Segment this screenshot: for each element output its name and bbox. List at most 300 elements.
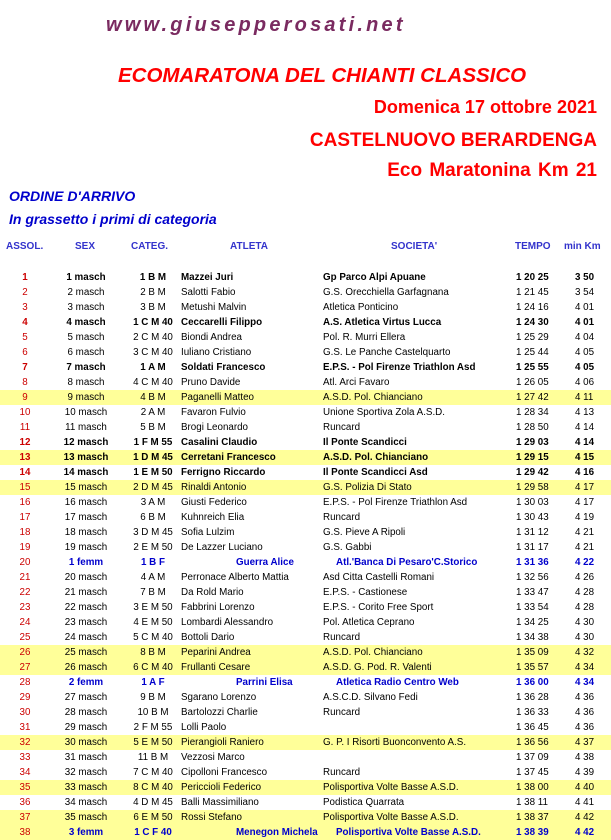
position-cell: 6 — [22, 347, 28, 358]
table-row — [0, 300, 611, 315]
time-cell: 1 31 36 — [516, 557, 549, 568]
athlete-cell: Pruno Davide — [181, 377, 241, 388]
pace-cell: 4 21 — [575, 527, 595, 538]
society-cell: Gp Parco Alpi Apuane — [323, 272, 426, 283]
table-row — [0, 525, 611, 540]
society-cell: Il Ponte Scandicci — [323, 437, 407, 448]
pace-cell: 4 16 — [575, 467, 595, 478]
athlete-cell: Casalini Claudio — [181, 437, 258, 448]
sex-rank-cell: 30 masch — [64, 737, 108, 748]
athlete-cell: Rossi Stefano — [181, 812, 242, 823]
category-cell: 6 C M 40 — [133, 662, 173, 673]
sex-rank-cell: 3 femm — [68, 827, 104, 838]
sex-rank-cell: 4 masch — [66, 317, 106, 328]
athlete-cell: Bartolozzi Charlie — [181, 707, 258, 718]
athlete-cell: Cipolloni Francesco — [181, 767, 268, 778]
category-cell: 3 C M 40 — [133, 347, 173, 358]
pace-cell: 4 34 — [575, 677, 595, 688]
table-row — [0, 375, 611, 390]
pace-cell: 4 13 — [575, 407, 595, 418]
pace-cell: 4 05 — [575, 347, 595, 358]
category-cell: 1 C M 40 — [133, 317, 173, 328]
sex-rank-cell: 32 masch — [64, 767, 108, 778]
category-cell: 3 D M 45 — [133, 527, 173, 538]
position-cell: 9 — [22, 392, 28, 403]
sex-rank-cell: 27 masch — [64, 692, 108, 703]
position-cell: 34 — [19, 767, 31, 778]
category-cell: 6 B M — [140, 512, 166, 523]
society-cell: Pol. R. Murri Ellera — [323, 332, 406, 343]
table-row — [0, 495, 611, 510]
time-cell: 1 35 57 — [516, 662, 549, 673]
athlete-cell: Perronace Alberto Mattia — [181, 572, 289, 583]
category-cell: 7 C M 40 — [133, 767, 173, 778]
society-cell: G.S. Gabbi — [323, 542, 372, 553]
athlete-cell: Lolli Paolo — [181, 722, 227, 733]
pace-cell: 4 17 — [575, 482, 595, 493]
athlete-cell: Metushi Malvin — [181, 302, 247, 313]
time-cell: 1 38 37 — [516, 812, 549, 823]
col-position: ASSOL. — [6, 241, 44, 252]
category-cell: 2 A M — [140, 407, 166, 418]
table-row — [0, 510, 611, 525]
position-cell: 13 — [19, 452, 31, 463]
time-cell: 1 33 47 — [516, 587, 549, 598]
position-cell: 18 — [19, 527, 31, 538]
time-cell: 1 38 00 — [516, 782, 549, 793]
athlete-cell: Kuhnreich Elia — [181, 512, 245, 523]
sex-rank-cell: 6 masch — [67, 347, 105, 358]
time-cell: 1 34 38 — [516, 632, 549, 643]
athlete-cell: Iuliano Cristiano — [181, 347, 252, 358]
pace-cell: 4 36 — [575, 692, 595, 703]
position-cell: 22 — [19, 587, 31, 598]
time-cell: 1 29 15 — [516, 452, 549, 463]
table-row — [0, 615, 611, 630]
athlete-cell: Ferrigno Riccardo — [181, 467, 266, 478]
category-cell: 1 C F 40 — [134, 827, 172, 838]
category-cell: 1 B F — [141, 557, 165, 568]
sex-rank-cell: 2 femm — [68, 677, 104, 688]
society-cell: Podistica Quarrata — [323, 797, 405, 808]
society-cell: E.P.S. - Castionese — [323, 587, 408, 598]
pace-cell: 4 41 — [575, 797, 595, 808]
position-cell: 19 — [19, 542, 31, 553]
sex-rank-cell: 12 masch — [63, 437, 109, 448]
position-cell: 5 — [22, 332, 28, 343]
athlete-cell: Favaron Fulvio — [181, 407, 246, 418]
col-pace: min Km — [564, 241, 601, 252]
table-row — [0, 810, 611, 825]
athlete-cell: Salotti Fabio — [181, 287, 236, 298]
position-cell: 16 — [19, 497, 31, 508]
category-cell: 11 B M — [137, 752, 169, 763]
society-cell: G.S. Le Panche Castelquarto — [323, 347, 451, 358]
race-date: Domenica 17 ottobre 2021 — [373, 97, 597, 117]
category-cell: 8 C M 40 — [133, 782, 173, 793]
time-cell: 1 27 42 — [516, 392, 549, 403]
position-cell: 29 — [19, 692, 31, 703]
sex-rank-cell: 1 femm — [68, 557, 104, 568]
site-url[interactable]: www.giusepperosati.net — [106, 14, 406, 36]
society-cell: E.P.S. - Corito Free Sport — [323, 602, 434, 613]
athlete-cell: Paganelli Matteo — [181, 392, 254, 403]
position-cell: 37 — [19, 812, 31, 823]
society-cell: Runcard — [323, 422, 361, 433]
time-cell: 1 20 25 — [516, 272, 549, 283]
results-table — [0, 270, 611, 840]
time-cell: 1 30 43 — [516, 512, 549, 523]
position-cell: 10 — [19, 407, 31, 418]
position-cell: 8 — [22, 377, 28, 388]
position-cell: 23 — [19, 602, 31, 613]
position-cell: 28 — [19, 677, 31, 688]
time-cell: 1 28 34 — [516, 407, 549, 418]
sex-rank-cell: 29 masch — [64, 722, 108, 733]
time-cell: 1 30 03 — [516, 497, 549, 508]
sex-rank-cell: 18 masch — [64, 527, 108, 538]
athlete-cell: Balli Massimiliano — [181, 797, 259, 808]
athlete-cell: Brogi Leonardo — [181, 422, 248, 433]
athlete-cell: Periccioli Federico — [181, 782, 262, 793]
time-cell: 1 25 29 — [516, 332, 549, 343]
society-cell: A.S.D. Pol. Chianciano — [323, 647, 423, 658]
pace-cell: 4 19 — [575, 512, 595, 523]
athlete-cell: Biondi Andrea — [181, 332, 243, 343]
sex-rank-cell: 26 masch — [64, 662, 108, 673]
time-cell: 1 25 55 — [516, 362, 549, 373]
table-row — [0, 285, 611, 300]
pace-cell: 4 04 — [575, 332, 595, 343]
position-cell: 20 — [19, 557, 31, 568]
sex-rank-cell: 5 masch — [67, 332, 105, 343]
pace-cell: 4 28 — [575, 602, 595, 613]
position-cell: 2 — [22, 287, 28, 298]
athlete-cell: Vezzosi Marco — [181, 752, 245, 763]
society-cell: G.S. Polizia Di Stato — [323, 482, 412, 493]
time-cell: 1 25 44 — [516, 347, 549, 358]
athlete-cell: Rinaldi Antonio — [181, 482, 247, 493]
table-row — [0, 600, 611, 615]
time-cell: 1 36 00 — [516, 677, 549, 688]
table-row — [0, 675, 611, 690]
table-row — [0, 435, 611, 450]
category-cell: 4 C M 40 — [133, 377, 173, 388]
race-place: CASTELNUOVO BERARDENGA — [309, 130, 597, 151]
athlete-cell: Sgarano Lorenzo — [181, 692, 257, 703]
time-cell: 1 36 56 — [516, 737, 549, 748]
pace-cell: 4 40 — [575, 782, 595, 793]
pace-cell: 4 11 — [575, 392, 594, 403]
sex-rank-cell: 22 masch — [64, 602, 108, 613]
society-cell: E.P.S. - Pol Firenze Triathlon Asd — [323, 362, 476, 373]
sex-rank-cell: 20 masch — [64, 572, 108, 583]
position-cell: 21 — [19, 572, 31, 583]
athlete-cell: De Lazzer Luciano — [181, 542, 263, 553]
position-cell: 1 — [22, 272, 28, 283]
table-row — [0, 540, 611, 555]
col-sex: SEX — [75, 241, 96, 252]
table-row — [0, 795, 611, 810]
society-cell: G.S. Orecchiella Garfagnana — [323, 287, 449, 298]
category-cell: 1 F M 55 — [133, 437, 173, 448]
athlete-cell: Cerretani Francesco — [181, 452, 276, 463]
athlete-cell: Parrini Elisa — [236, 677, 293, 688]
race-title: ECOMARATONA DEL CHIANTI CLASSICO — [118, 64, 527, 87]
category-cell: 9 B M — [140, 692, 166, 703]
society-cell: G.S. Pieve A Ripoli — [323, 527, 406, 538]
time-cell: 1 24 30 — [516, 317, 549, 328]
society-cell: Polisportiva Volte Basse A.S.D. — [323, 782, 459, 793]
sex-rank-cell: 2 masch — [67, 287, 105, 298]
pace-cell: 4 39 — [575, 767, 595, 778]
table-row — [0, 585, 611, 600]
table-row — [0, 555, 611, 570]
table-row — [0, 765, 611, 780]
table-row — [0, 360, 611, 375]
society-cell: A.S.C.D. Silvano Fedi — [323, 692, 418, 703]
sex-rank-cell: 17 masch — [64, 512, 108, 523]
category-cell: 5 B M — [140, 422, 166, 433]
col-time: TEMPO — [515, 241, 551, 252]
pace-cell: 4 14 — [575, 422, 595, 433]
category-cell: 5 C M 40 — [133, 632, 173, 643]
time-cell: 1 31 17 — [516, 542, 549, 553]
category-cell: 2 E M 50 — [133, 542, 173, 553]
category-cell: 4 B M — [140, 392, 166, 403]
table-row — [0, 750, 611, 765]
society-cell: Pol. Atletica Ceprano — [323, 617, 415, 628]
society-cell: G. P. I Risorti Buonconvento A.S. — [323, 737, 467, 748]
category-cell: 2 D M 45 — [133, 482, 173, 493]
time-cell: 1 29 58 — [516, 482, 549, 493]
pace-cell: 4 22 — [575, 557, 595, 568]
pace-cell: 4 06 — [575, 377, 595, 388]
time-cell: 1 36 33 — [516, 707, 549, 718]
pace-cell: 4 26 — [575, 572, 595, 583]
pace-cell: 4 42 — [575, 812, 595, 823]
table-row — [0, 735, 611, 750]
order-label: ORDINE D'ARRIVO — [9, 188, 136, 204]
position-cell: 11 — [19, 422, 31, 433]
society-cell: Runcard — [323, 632, 361, 643]
time-cell: 1 29 42 — [516, 467, 549, 478]
pace-cell: 3 50 — [575, 272, 595, 283]
time-cell: 1 29 03 — [516, 437, 549, 448]
position-cell: 31 — [19, 722, 31, 733]
category-cell: 1 D M 45 — [133, 452, 173, 463]
athlete-cell: Guerra Alice — [236, 557, 294, 568]
time-cell: 1 32 56 — [516, 572, 549, 583]
pace-cell: 4 01 — [575, 302, 595, 313]
pace-cell: 4 32 — [575, 647, 595, 658]
category-cell: 6 E M 50 — [133, 812, 173, 823]
society-cell: Atletica Ponticino — [323, 302, 399, 313]
athlete-cell: Menegon Michela — [236, 827, 318, 838]
sex-rank-cell: 14 masch — [63, 467, 109, 478]
society-cell: Polisportiva Volte Basse A.S.D. — [336, 827, 481, 838]
time-cell: 1 33 54 — [516, 602, 549, 613]
time-cell: 1 37 45 — [516, 767, 549, 778]
table-row — [0, 660, 611, 675]
category-cell: 4 E M 50 — [133, 617, 173, 628]
athlete-cell: Mazzei Juri — [181, 272, 234, 283]
table-row — [0, 720, 611, 735]
category-cell: 1 E M 50 — [133, 467, 173, 478]
table-row — [0, 450, 611, 465]
time-cell: 1 31 12 — [516, 527, 549, 538]
table-row — [0, 705, 611, 720]
category-cell: 3 A M — [140, 497, 166, 508]
sex-rank-cell: 24 masch — [64, 632, 108, 643]
pace-cell: 4 17 — [575, 497, 595, 508]
sex-rank-cell: 1 masch — [66, 272, 106, 283]
table-row — [0, 690, 611, 705]
time-cell: 1 36 28 — [516, 692, 549, 703]
athlete-cell: Fabbrini Lorenzo — [181, 602, 255, 613]
position-cell: 17 — [19, 512, 31, 523]
society-cell: Unione Sportiva Zola A.S.D. — [323, 407, 445, 418]
category-cell: 2 C M 40 — [133, 332, 173, 343]
society-cell: Atletica Radio Centro Web — [336, 677, 459, 688]
category-cell: 7 B M — [140, 587, 166, 598]
table-row — [0, 645, 611, 660]
position-cell: 35 — [19, 782, 31, 793]
category-cell: 2 F M 55 — [133, 722, 173, 733]
category-cell: 4 D M 45 — [133, 797, 173, 808]
sex-rank-cell: 19 masch — [64, 542, 108, 553]
position-cell: 33 — [19, 752, 31, 763]
position-cell: 26 — [19, 647, 31, 658]
pace-cell: 3 54 — [575, 287, 595, 298]
table-row — [0, 825, 611, 840]
table-row — [0, 480, 611, 495]
society-cell: E.P.S. - Pol Firenze Triathlon Asd — [323, 497, 468, 508]
sex-rank-cell: 35 masch — [64, 812, 108, 823]
pace-cell: 4 30 — [575, 632, 595, 643]
sex-rank-cell: 3 masch — [67, 302, 105, 313]
race-distance: Eco Maratonina Km 21 — [387, 160, 597, 181]
position-cell: 38 — [19, 827, 31, 838]
position-cell: 27 — [19, 662, 31, 673]
sex-rank-cell: 7 masch — [66, 362, 106, 373]
table-row — [0, 390, 611, 405]
col-society: SOCIETA' — [391, 241, 438, 252]
sex-rank-cell: 31 masch — [64, 752, 108, 763]
athlete-cell: Lombardi Alessandro — [181, 617, 274, 628]
position-cell: 24 — [19, 617, 31, 628]
athlete-cell: Soldati Francesco — [181, 362, 266, 373]
pace-cell: 4 15 — [575, 452, 595, 463]
society-cell: Il Ponte Scandicci Asd — [323, 467, 428, 478]
bold-note: In grassetto i primi di categoria — [9, 211, 217, 227]
sex-rank-cell: 8 masch — [67, 377, 105, 388]
position-cell: 32 — [19, 737, 31, 748]
position-cell: 36 — [19, 797, 31, 808]
pace-cell: 4 05 — [575, 362, 595, 373]
society-cell: Runcard — [323, 767, 361, 778]
athlete-cell: Ceccarelli Filippo — [181, 317, 263, 328]
position-cell: 3 — [22, 302, 28, 313]
table-row — [0, 420, 611, 435]
time-cell: 1 35 09 — [516, 647, 549, 658]
pace-cell: 4 38 — [575, 752, 595, 763]
society-cell: A.S.D. Pol. Chianciano — [323, 452, 429, 463]
athlete-cell: Pierangioli Raniero — [181, 737, 264, 748]
pace-cell: 4 42 — [575, 827, 595, 838]
table-row — [0, 270, 611, 285]
results-table-header — [0, 241, 611, 255]
athlete-cell: Frullanti Cesare — [181, 662, 251, 673]
category-cell: 1 A F — [141, 677, 165, 688]
table-row — [0, 405, 611, 420]
category-cell: 1 A M — [140, 362, 166, 373]
table-row — [0, 330, 611, 345]
category-cell: 10 B M — [137, 707, 169, 718]
society-cell: Runcard — [323, 707, 361, 718]
time-cell: 1 38 11 — [516, 797, 548, 808]
sex-rank-cell: 10 masch — [64, 407, 108, 418]
pace-cell: 4 01 — [575, 317, 595, 328]
society-cell: A.S.D. Pol. Chianciano — [323, 392, 423, 403]
position-cell: 4 — [22, 317, 28, 328]
position-cell: 14 — [19, 467, 31, 478]
position-cell: 15 — [19, 482, 31, 493]
time-cell: 1 21 45 — [516, 287, 549, 298]
athlete-cell: Peparini Andrea — [181, 647, 251, 658]
time-cell: 1 37 09 — [516, 752, 549, 763]
time-cell: 1 28 50 — [516, 422, 549, 433]
position-cell: 7 — [22, 362, 28, 373]
sex-rank-cell: 15 masch — [64, 482, 108, 493]
athlete-cell: Bottoli Dario — [181, 632, 235, 643]
pace-cell: 4 30 — [575, 617, 595, 628]
category-cell: 1 B M — [139, 272, 167, 283]
pace-cell: 4 34 — [575, 662, 595, 673]
time-cell: 1 24 16 — [516, 302, 549, 313]
society-cell: A.S. Atletica Virtus Lucca — [323, 317, 442, 328]
table-row — [0, 315, 611, 330]
table-row — [0, 345, 611, 360]
time-cell: 1 26 05 — [516, 377, 549, 388]
time-cell: 1 38 39 — [516, 827, 549, 838]
athlete-cell: Giusti Federico — [181, 497, 247, 508]
society-cell: Atl.'Banca Di Pesaro'C.Storico — [336, 557, 478, 568]
pace-cell: 4 36 — [575, 707, 595, 718]
pace-cell: 4 36 — [575, 722, 595, 733]
sex-rank-cell: 9 masch — [67, 392, 105, 403]
col-athlete: ATLETA — [230, 241, 268, 252]
pace-cell: 4 28 — [575, 587, 595, 598]
category-cell: 4 A M — [140, 572, 166, 583]
col-category: CATEG. — [131, 241, 169, 252]
sex-rank-cell: 11 masch — [65, 422, 107, 433]
position-cell: 12 — [19, 437, 31, 448]
sex-rank-cell: 21 masch — [64, 587, 108, 598]
table-row — [0, 570, 611, 585]
table-row — [0, 780, 611, 795]
category-cell: 8 B M — [140, 647, 166, 658]
category-cell: 3 B M — [140, 302, 166, 313]
athlete-cell: Da Rold Mario — [181, 587, 244, 598]
time-cell: 1 36 45 — [516, 722, 549, 733]
society-cell: Asd Citta Castelli Romani — [323, 572, 435, 583]
pace-cell: 4 21 — [575, 542, 595, 553]
sex-rank-cell: 16 masch — [64, 497, 108, 508]
society-cell: Polisportiva Volte Basse A.S.D. — [323, 812, 459, 823]
time-cell: 1 34 25 — [516, 617, 549, 628]
category-cell: 5 E M 50 — [133, 737, 173, 748]
